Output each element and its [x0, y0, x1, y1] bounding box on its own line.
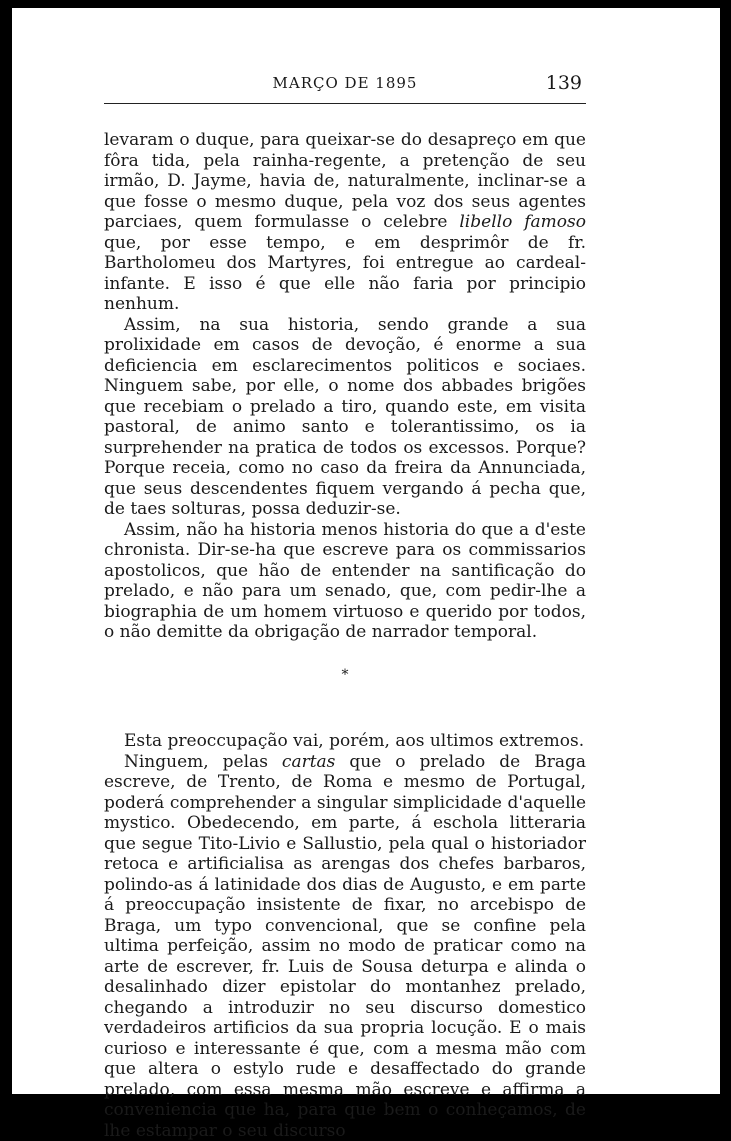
text-run: que, por esse tempo, e em desprimôr de fr. Bartholomeu dos Martyres, foi entregue ao cardeal-infante. E isso é que elle não faria por principio nenhum. — [104, 233, 586, 315]
book-page — [12, 8, 720, 1094]
text-run: Esta preoccupação vai, porém, aos ultimos extremos. — [124, 731, 584, 751]
paragraph — [104, 315, 586, 520]
page-header — [104, 70, 586, 104]
text-run: Assim, na sua historia, sendo grande a sua prolixidade em casos de devoção, é enorme a sua deficiencia em esclarecimentos politicos e sociaes. Ninguem sabe, por elle, o nome dos abbades brigões que recebiam o prelado a tiro, quando este, em visita pastoral, de animo santo e tolerantissimo, os ia surprehender na pratica de todos os excessos. Porque? Porque receia, como no caso da freira da Annunciada, que seus descendentes fiquem vergando á pecha que, de taes solturas, possa deduzir-se. — [104, 315, 586, 520]
italic-text: cartas — [282, 752, 335, 772]
page-number: 139 — [546, 72, 582, 94]
text-run: Assim, não ha historia menos historia do que a d'este chronista. Dir-se-ha que escreve para os commissarios apostolicos, que hão de entender na santificação do prelado, e não para um senado, que, com pedir-lhe a biographia de um homem virtuoso e querido por todos, o não demitte da obrigação de narrador temporal. — [104, 520, 586, 643]
paragraph — [104, 752, 586, 1141]
running-title: MARÇO DE 1895 — [104, 74, 586, 92]
body-text — [104, 130, 586, 1141]
text-run: Ninguem, pelas — [124, 752, 282, 772]
text-run: levaram o duque, para queixar-se do desapreço em que fôra tida, pela rainha-regente, a pretenção de seu irmão, D. Jayme, havia de, naturalmente, inclinar-se a que fosse o mesmo duque, pela voz dos seus agentes parciaes, quem formulasse o celebre — [104, 130, 586, 232]
paragraph — [104, 130, 586, 315]
section-one — [104, 130, 586, 643]
paragraph — [104, 731, 586, 752]
paragraph — [104, 520, 586, 643]
asterism: * — [104, 665, 586, 686]
italic-text: libello famoso — [459, 212, 586, 232]
text-run: que o prelado de Braga escreve, de Trento, de Roma e mesmo de Portugal, poderá comprehender a singular simplicidade d'aquelle mystico. Obedecendo, em parte, á eschola litteraria que segue Tito-Livio e Sallustio, pela qual o historiador retoca e artificialisa as arengas dos chefes barbaros, polindo-as á latinidade dos dias de Augusto, e em parte á preoccupação insistente de fixar, no arcebispo de Braga, um typo convencional, que se confine pela ultima perfeição, assim no modo de praticar como na arte de escrever, fr. Luis de Sousa deturpa e alinda o desalinhado dizer epistolar do montanhez prelado, chegando a introduzir no seu discurso domestico verdadeiros artificios da sua propria locução. E o mais curioso e interessante é que, com a mesma mão com que altera o estylo rude e desaffectado do grande prelado, com essa mesma mão escreve e affirma a conveniencia que ha, para que bem o conheçamos, de lhe estampar o seu discurso — [104, 752, 586, 1141]
header-rule — [104, 103, 586, 104]
section-two — [104, 731, 586, 1141]
